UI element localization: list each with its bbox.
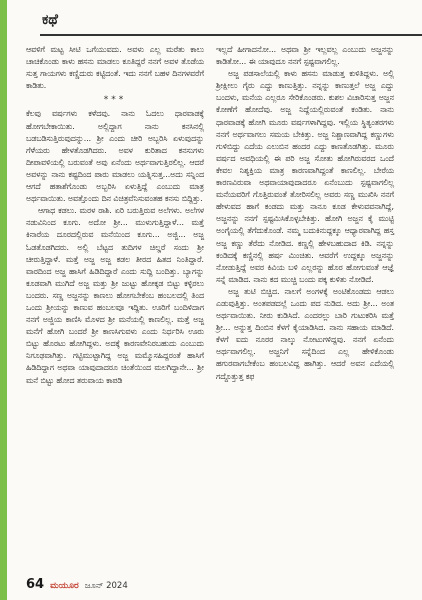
magazine-name: ಮಯೂರ (50, 581, 79, 591)
paragraph: ಅಜ್ಜ ತುಟಿ ಬಿಚ್ಚಿದ. ನಾಲಗೆ ಅಂಗಳಕ್ಕೆ ಅಂಟಿಕೊಂಡದು ಆಡಲು ಎಡುವುತ್ತಿತ್ತು. ಅಂತಪಡದಲ್ಲೆ ಒಂದು ಪದ ನುಡಿದ. ಅದು ಶ್ರೀ... ಅಂತ ಅರ್ಥವಾಯಿತು. ನೀರು ಕುಡಿಸಿದೆ. ಎಂದರಲ್ಲು ಬಾರಿ ಗುಟುಕರಿಸಿ ಮತ್ತೆ ಶ್ರೀ... ಅನ್ನುತ್ತ ದಿಂಬಿನ ಕೆಳಗೆ ಕೈಯಾಡಿಸಿದ. ನಾನು ಸಹಾಯ ಮಾಡಿದೆ. ಕೆಳಗೆ ಐದು ನೂರರ ನಾಲ್ಕು ನೋಟುಗಳಿದ್ದವು. ನನಗೆ ಏನೆಂದು ಅರ್ಥವಾಗಲಿಲ್ಲ. ಅಜ್ಜನಿಗೆ ಸನ್ನೆದಿಂದ ಎಲ್ಲ ಹೇಳಿಕೊಂಡು ಹಗುರವಾಗಬೇಕೆಂಬ ಹಂಬಲವಿದ್ದ ಹಾಗಿತ್ತು. ಆದರೆ ಅವನ ಎದೆಯಲ್ಲಿ ಗದ್ದೊತ್ತುತ್ತ ಕಫ (216, 286, 394, 381)
section-title: ಕಥೆ (42, 12, 58, 28)
paragraph: ಇಲ್ಲದೆ ಹೀಗಾದನೋ... ಅಥವಾ ಶ್ರೀ ಇಲ್ಲವಲ್ಲ ಎಂಬುದು ಅಜ್ಜನನ್ನು ಕಾಡಿತೋ... ಈ ಯಾವುದೂ ನನಗೆ ಸ್ಪಷ್ಟವಾಗಲಿಲ್ಲ. (216, 45, 394, 67)
paragraph: ಅಜ್ಜ ಪಡಸಾಲೆಯಲ್ಲಿ ಕಾಳು ಹಸನು ಮಾಡುತ್ತ ಕುಳಿತಿದ್ದಳು. ಅಲ್ಲಿ ಶ್ರೀಕ್ಷೀಲು ಗೈರು ಎದ್ದು ಕಾಣುತ್ತಿತ್ತು. ನನ್ನನ್ನು ಕಾಣುತ್ತಲೆ ಅಜ್ಜ ಎದ್ದು ಬಂದಳು, ಮನೆಯ ಎಲ್ಲರೂ ಸೇರಿಕೊಂಡರು. ಕುಶಲ ವಿಚಾರಿಸುತ್ತ ಅಜ್ಜನ ಕೋಣೆಗೆ ಹೋದೆವು. ಅಜ್ಜ ನಿದ್ದೆಯಲ್ಲಿರುವಂತೆ ಕಂಡಿತು. ನಾನು ಧಾರವಾಡಕ್ಕೆ ಹೋಗಿ ಮೂರು ವರ್ಷಗಳಾಗಿದ್ದವು. ಇಲ್ಲಿಯ ಸ್ಥಿತ್ಯಂತರಗಳು ನನಗೆ ಅರ್ಥವಾಗಲು ಸಮಯ ಬೇಕಿತ್ತು. ಅಜ್ಜ ನಿಶ್ಚಾಣವಾಗಿದ್ದ ಕಣ್ಣುಗಳು ಗುಳಿಬಿದ್ದು ಎದೆಯ ಎಲುಬಿನ ಹಂದರ ಎದ್ದು ಕಾಣತೊಡಗಿತ್ತು. ಮೂರು ವರ್ಷದ ಅವಧಿಯಲ್ಲಿ ಈ ಪರಿ ಅಜ್ಜ ಸೋತು ಹೋಗಿರುವರದ ಒಂದೆ ಕೇವಲ ನಿಶ್ಯಕ್ತಿಯ ಮಾತ್ರ ಕಾರಣವಾಗಿದ್ದಂತೆ ಕಾಣಲಿಲ್ಲ. ಬೇರೆಯ ಕಾರಣವಿರುವಾ ಅಥವಾಯಾವುದಾದರೂ ಏನೆಂಬುದು ಸ್ಪಷ್ಟವಾಗಲಿಲ್ಲ ಮನೆಯವರಿಗೆ ಗೊತ್ತಿರುವಂತೆ ತೋರಿಸಲಿಲ್ಲ ಅವರು ಸಣ್ಣ ಮುಖಿಸಿ ನನಗೆ ಹೇಳುವದ ಹಾಗೆ ಕಂಡದು ಮತ್ತು ನಾನೂ ಕೂಡ ಕೇಳುವವನಾಗಿದ್ದೆ, ಅಜ್ಜನನ್ನು ನನಗೆ ಸ್ಪಷ್ಟಮಿಸಿಕೊಳ್ಳಬೇಕಿತ್ತು. ಹೋಗಿ ಅಜ್ಜನ ಕೈ ಮುಟ್ಟಿ ಅಂಗೈಯಲ್ಲಿ ತೆಗೆದುಕೊಂಡೆ. ನಮ್ಮ ಬದುಕಿನುದ್ದಕ್ಕೂ ಆಧ್ಯಾರವಾಗಿದ್ದ ಹಸ್ತ ಅಜ್ಜ ಕಣ್ಣು ತೆರೆದು ನೋಡಿದ. ಕಣ್ಣಲ್ಲಿ ಹೇಳಬಹುದಾದ ಕಿಡಿ. ನನ್ನನ್ನು ಕಂಡಿದಕ್ಕೆ ಕಣ್ಣಿನಲ್ಲಿ ಹರ್ಷ ಮಿಂಚಿತು. ಆವರೆಗೆ ಉದ್ದಕ್ಕೂ ಅಜ್ಜನನ್ನು ನೋಡುತ್ತಿದ್ದೆ ಅವರ ಕಿವಿಯ ಬಳಿ ಎಲ್ಲರನ್ನು ಹೊರ ಹೋಗುವಂತೆ ಆಜ್ಞೆ ಸನ್ನೆ ಮಾಡಿದ. ನಾನು ಕದ ಮುಚ್ಚಿ ಬಂದು ಪಕ್ಕ ಕುಳಿತು ನೋಡಿದೆ. (216, 69, 394, 284)
section-separator: *** (103, 95, 127, 106)
paragraph: ಆವಳಿಗೆ ಮಟ್ಟ ಸೀಟಿ ಒಗೆಯುವದು. ಅವಳು ಎಲ್ಲ ಮರೆತು ಕಾಲು ಚಾಚಿಕೊಂಡು ಕಾಳು ಹಸನು ಮಾಡಲು ಕೂತಿದ್ದರೆ ನನಗೆ ಅವಳ ತೊಡೆಯ ಸುತ್ತ ಗಾಯಗಳು ಕಣ್ಣಿದುರು ಕಟ್ಟಿದಂತೆ. ಇದು ನನಗೆ ಬಹಳ ದಿನಗಳವರೆಗೆ ಕಾಡಿತು. (26, 45, 204, 91)
header-rule (40, 34, 422, 36)
paragraph: ಕೆಲವು ವರ್ಷಗಳು ಕಳೆದವು. ನಾನು ಓದಲು ಧಾರವಾಡಕ್ಕೆ ಹೋಗಬೇಕಾಯಿತು. ಅಲ್ಲಿದ್ದಾಗ ನಾನು ಕನಸಿನಲ್ಲಿ ಬಡಬಡಿಸುತ್ತಿರುವುದನ್ನು... ಶ್ರೀ ಎಂದು ಚೀರಿ ಅಬ್ಬರಿಸಿ ಏಳುವುದನ್ನು ಗೆಳೆಯರು ಹೇಳತೊಡಗಿದರು. ಅವಳ ಕುರಿತಾದ ಕನಸುಗಳು ದೀಪಾವಳಿಯಲ್ಲಿ ಬರುವಂತೆ ಅವು ಏನೆಂದು ಅರ್ಥವಾಗುತ್ತಿರಲಿಲ್ಲ. ಆದರೆ ಅವಳನ್ನು ನಾನು ಕಷ್ಟದಿಂದ ಪಾರು ಮಾಡಲು ಯತ್ನಿಸುತ್ತ...ಅದು ಸನ್ನಿಂದ ಆಗದೆ ಹತಾಶೆಗೊಂಡು ಅಬ್ಬರಿಸಿ ಏಳುತ್ತಿದ್ದೆ ಎಂಬುದು ಮಾತ್ರ ಅರ್ಥವಾಯಿತು. ಅವತ್ತೊಂದು ದಿನ ವಿಚಿತ್ರವೆನಿಸುವಂತಹ ಕನಸು ಬಿದ್ದಿತ್ತು. (26, 109, 204, 204)
issue-date: ಜೂನ್ 2024 (84, 581, 128, 591)
page-number: 64 (26, 577, 45, 592)
paragraph: ಆಗಾಧ ಕಡಲು. ಮರಳ ರಾಶಿ. ಏರಿ ಬರುತ್ತಿರುವ ಅಲೆಗಳು. ಅಲೆಗಳ ನಡುವಿನಿಂದ ಕೂಗು. ಅದೋ ಶ್ರೀ... ಮುಳುಗುತ್ತಿದ್ದಾಳೆ... ಮತ್ತೆ ಕಿನಾರೆಯ ದೂರದಲ್ಲಿರುವ ಮನೆಯಿಂದ ಕೂಗು... ಅಜ್ಜಿ... ಅಜ್ಜ ಓಡತೊಡಗಿದರು. ಅಲ್ಲಿ ಬೆಟ್ಟದ ತುದಿಗಳ ಚಿಲ್ಡರೆ ಸಂದು ಶ್ರೀ ಚೀರುತ್ತಿದ್ದಾಳೆ. ಮತ್ತೆ ಅಜ್ಜ ಅಜ್ಜ ಕಡಲ ತೀರದ ಹಿತದ ನಿಂತಿದ್ದಾರೆ. ವಾರದಿಂದ ಅಜ್ಜ ಹಾಸಿಗೆ ಹಿಡಿದಿದ್ದಾರೆ ಎಂದು ಸುದ್ದಿ ಬಂದಿತ್ತು. ಬ್ಯಾಗನ್ನು ಕೂಡವಾಗಿ ಮುಗಿದೆ ಅಜ್ಜ ಮತ್ತು ಶ್ರೀ ಜುಟ್ಟು ಹೋಕ್ಕಡ ಬಿಟ್ಟು ಕಳ್ಳಿರಲು ಬಂದರು. ಸಣ್ಣ ಅಜ್ಜನನ್ನು ಕಾಣಲು ಹೋಗಬೇಕೆಂಬ ಹಂಬಲದಲ್ಲಿ ತಿಂದ ಒಂದು ಶ್ರೀಯನ್ನು ಕಾಣುವ ಹಂಬಲವೂ ಇದ್ದಿತು. ಊರಿಗೆ ಬಂದಿಳಿದಾಗ ನನಗೆ ಅಜ್ಜಿಯ ಕಾಣಿಸಿ ಮೊಳದ ಶ್ರೀ ಮನೆಯಲ್ಲಿ ಕಾಣಲಿಲ್ಲ. ಮತ್ತೆ ಅಜ್ಜ ಮನೆಗೆ ಹೋಗಿ ಬಂದರೆ ಶ್ರೀ ಕಾಣಸಿಗುವಳು ಎಂದು ನಿರ್ಧರಿಸಿ ಊರು ಬಿಟ್ಟು ಹೊರಟು ಹೋಗಿದ್ದಳು. ಅದಕ್ಕೆ ಕಾರಣವೇನಿರಬಹುದು ಎಂಬುದು ನಿಗೂಢವಾಗಿತ್ತು. ಗಟ್ಟಿಮುಟ್ಟಾಗಿದ್ದ ಅಜ್ಜ ಮಮ್ಮೊಸಹಿದ್ದರಂತೆ ಹಾಸಿಗೆ ಹಿಡಿದಿದ್ದಾಗ ಅಥವಾ ಯಾವುದಾದರೂ ಚಿಂತೆಯಿಂದ ಮಲಗಿದ್ದಾನೇ... ಶ್ರೀ ಮನೆ ಬಿಟ್ಟು ಹೋದ ತರುವಾಯ ಕಾಪಡಿ (26, 206, 204, 385)
page-footer (26, 577, 406, 593)
left-column (26, 44, 204, 387)
page-header (40, 0, 420, 40)
right-column (216, 44, 394, 383)
accent-bar (0, 0, 7, 600)
